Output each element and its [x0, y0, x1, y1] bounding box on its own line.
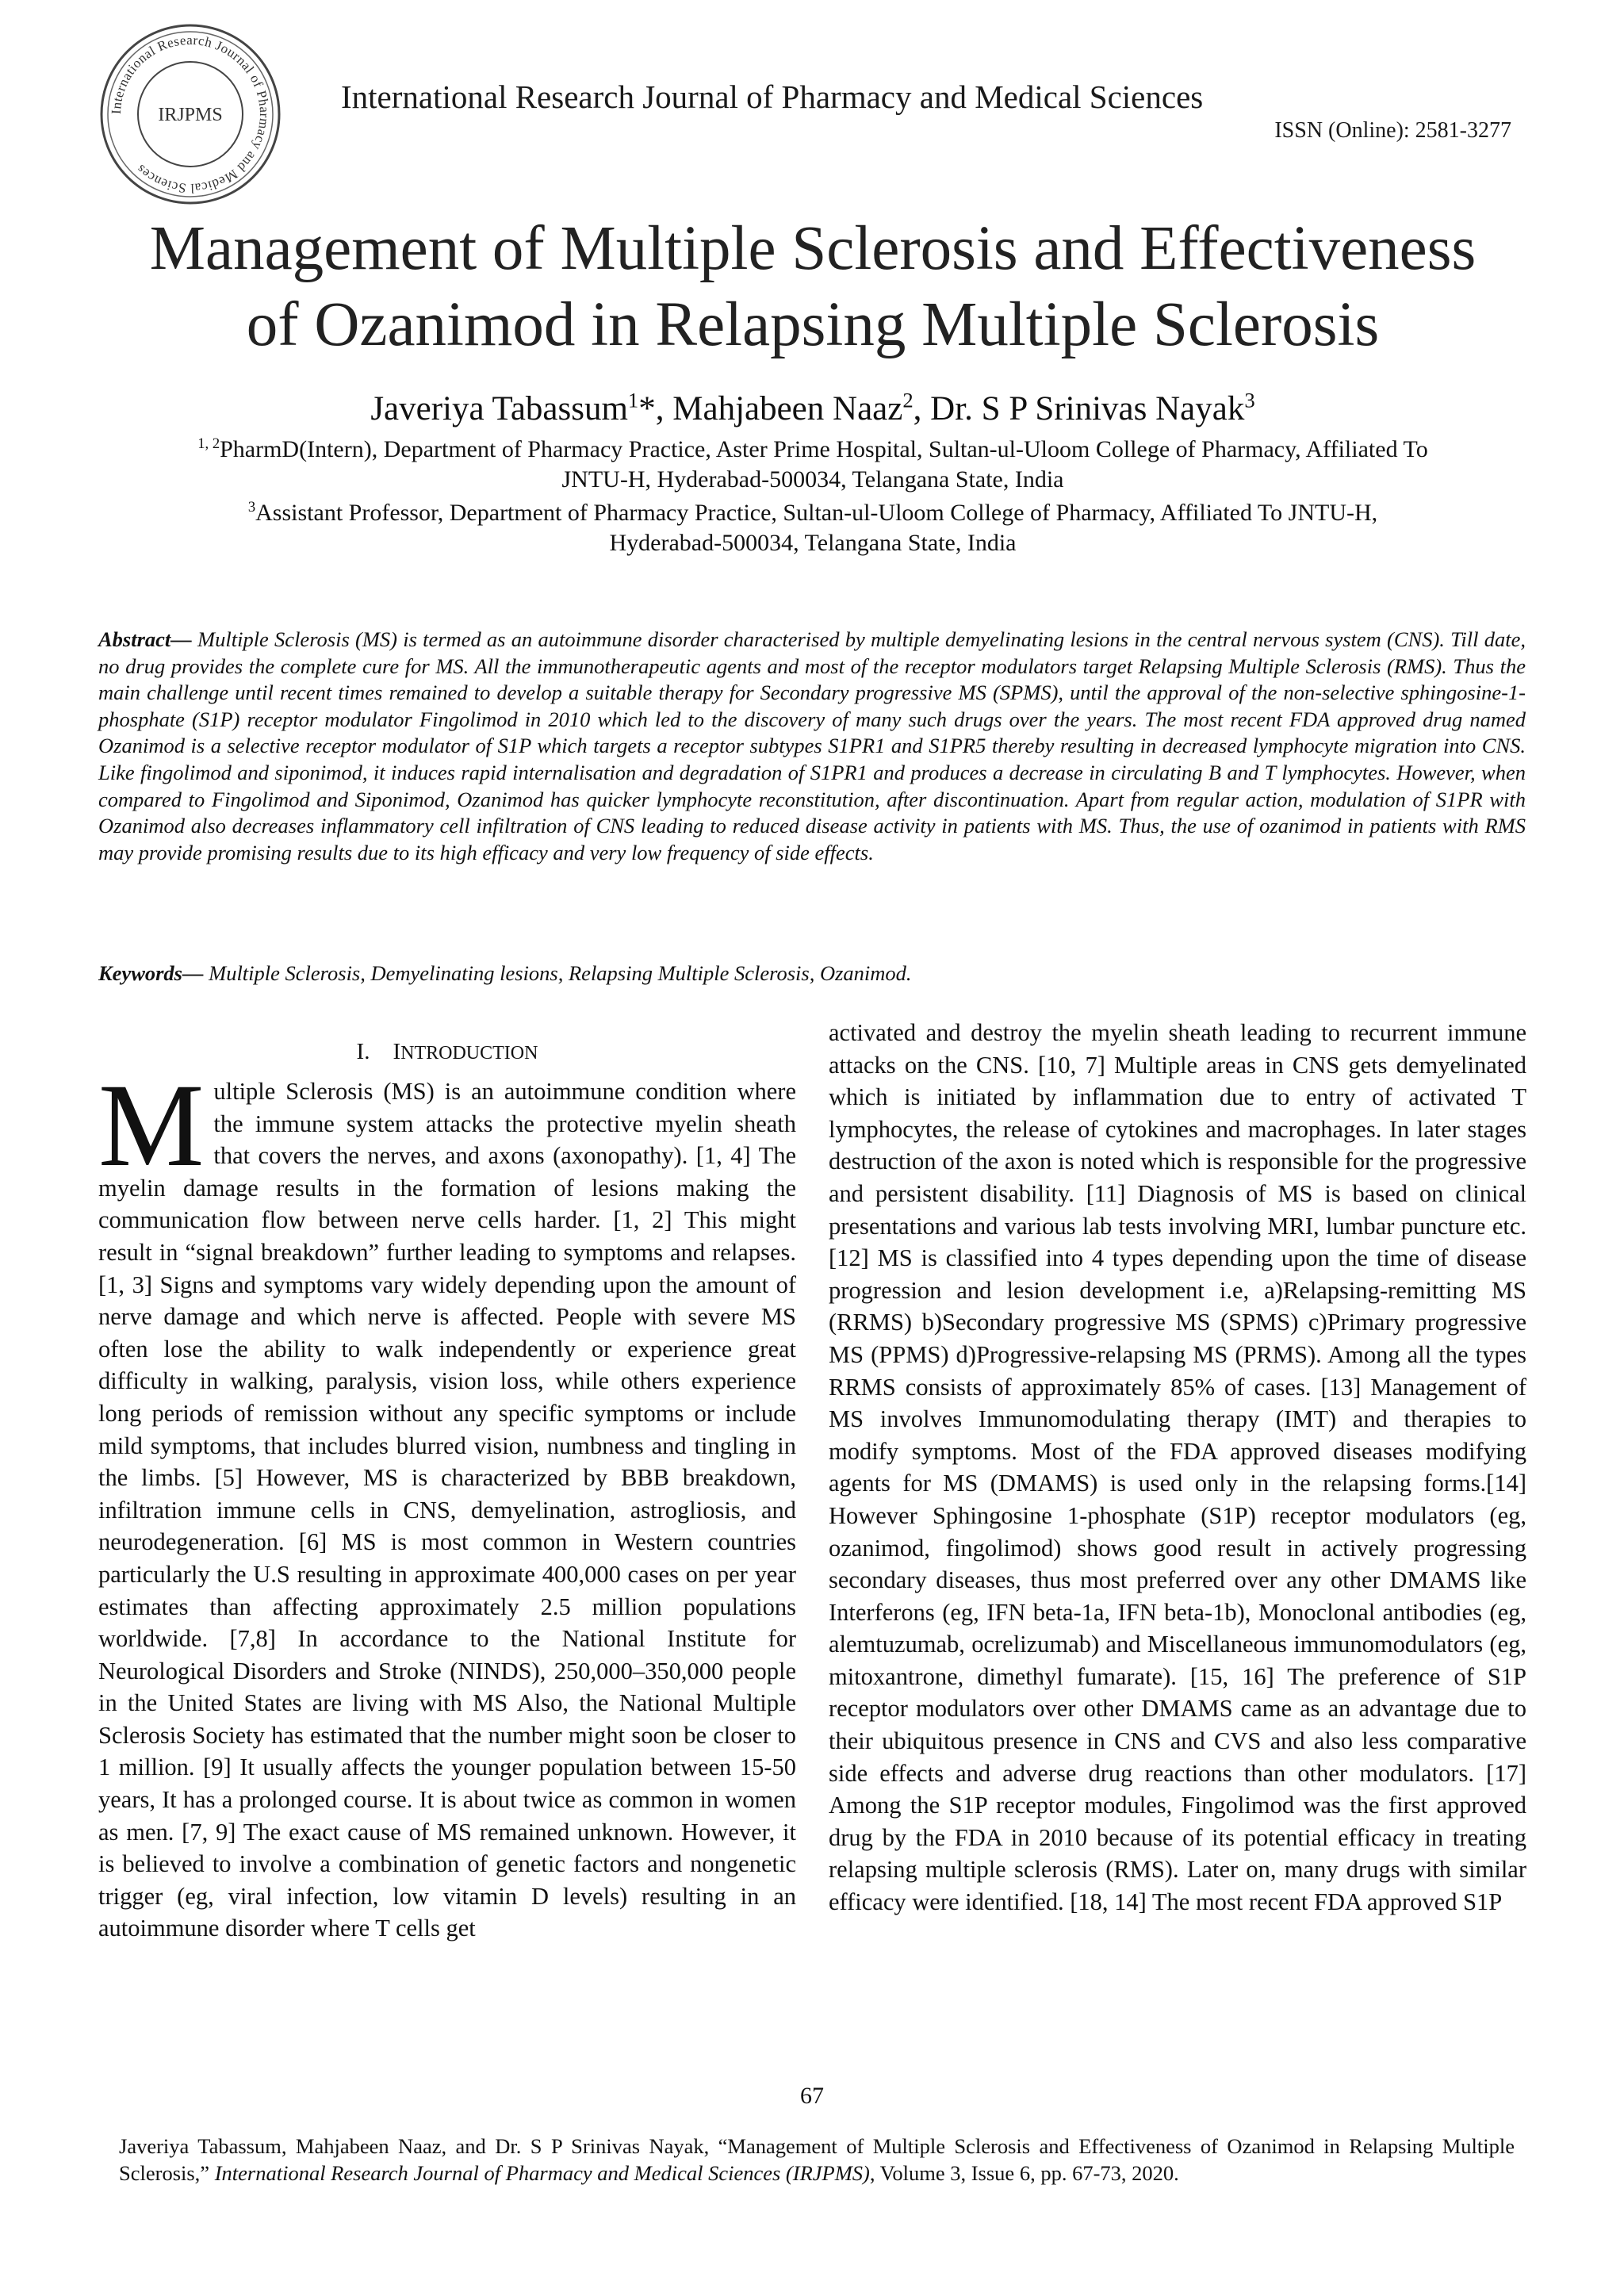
author-3-name: Dr. S P Srinivas Nayak — [930, 390, 1245, 427]
citation-pre: Javeriya Tabassum, Mahjabeen Naaz, and Dr. S P Srinivas Nayak, “Management of Multiple Sclerosis and Effectiveness of Ozanimod in Relapsing Multiple Sclerosis,” — [119, 2134, 1515, 2185]
keywords — [98, 960, 1526, 987]
journal-seal-icon — [95, 19, 285, 209]
intro-text-left: ultiple Sclerosis (MS) is an autoimmune condition where the immune system attacks the protective myelin sheath that covers the nerves, and axons (axonopathy). [1, 4] The myelin damage results in the formation of lesions making the communication flow between nerve cells harder. [1, 2] This might result in “signal breakdown” further leading to symptoms and relapses. [1, 3] Signs and symptoms vary widely depending upon the amount of nerve damage and which nerve is affected. People with severe MS often lose the ability to walk independently or experience great difficulty in walking, paralysis, vision loss, while others experience long periods of remission without any specific symptoms or include mild symptoms, that includes blurred vision, numbness and tingling in the limbs. [5] However, MS is characterized by BBB breakdown, infiltration immune cells in CNS, demyelination, astrogliosis, and neurodegeneration. [6] MS is most common in Western countries particularly the U.S resulting in approximate 400,000 cases on per year estimates than affecting approximately 2.5 million populations worldwide. [7,8] In accordance to the National Institute for Neurological Disorders and Stroke (NINDS), 250,000–350,000 people in the United States are living with MS Also, the National Multiple Sclerosis Society has estimated that the number might soon be closer to 1 million. [9] It usually affects the younger population between 15-50 years, It has a prolonged course. It is about twice as common in women as men. [7, 9] The exact cause of MS remained unknown. However, it is believed to involve a combination of genetic factors and nongenetic trigger (eg, viral infection, low vitamin D levels) resulting in an autoimmune disorder where T cells get — [98, 1078, 796, 1942]
affiliation-1-sup: 1, 2 — [197, 435, 220, 452]
citation-post: , Volume 3, Issue 6, pp. 67-73, 2020. — [869, 2160, 1179, 2185]
affiliation-1 — [79, 435, 1546, 495]
affiliation-2-sup: 3 — [247, 499, 256, 516]
intro-text-right: activated and destroy the myelin sheath leading to recurrent immune attacks on the CNS. [10, 7] Multiple areas in CNS gets demyelinated which is initiated by inflammation due to entry of activated T lymphocytes, the release of cytokines and macrophages. In later stages destruction of the axon is noted which is responsible for the progressive and persistent disability. [11] Diagnosis of MS is based on clinical presentations and various lab tests involving MRI, lumbar puncture etc. [12] MS is classified into 4 types depending upon the time of disease progression and lesion development i.e, a)Relapsing-remitting MS (RRMS) b)Secondary progressive MS (SPMS) c)Primary progressive MS (PPMS) d)Progressive-relapsing MS (PRMS). Among all the types RRMS consists of approximately 85% of cases. [13] Management of MS involves Immunomodulating therapy (IMT) and therapies to modify symptoms. Most of the FDA approved diseases modifying agents for MS (DMAMS) is used only in the relapsing forms.[14] However Sphingosine 1-phosphate (S1P) receptor modulators (eg, ozanimod, fingolimod) shows good result in actively progressing secondary diseases, thus most preferred over any other DMAMS like Interferons (eg, IFN beta-1a, IFN beta-1b), Monoclonal antibodies (eg, alemtuzumab, ocrelizumab) and Miscellaneous immunomodulators (eg, mitoxantrone, dimethyl fumarate). [15, 16] The preference of S1P receptor modulators over other DMAMS came as an advantage due to their ubiquitous presence in CNS and CVS and also less comparative side effects and adverse drug reactions than other modulators. [17] Among the S1P receptor modules, Fingolimod was the first approved drug by the FDA in 2010 because of its potential efficacy in treating relapsing multiple sclerosis (RMS). Later on, many drugs with similar efficacy were identified. [18, 14] The most recent FDA approved S1P — [829, 1019, 1526, 1916]
title-line-2: of Ozanimod in Relapsing Multiple Sclerosis — [246, 290, 1380, 359]
keywords-label: Keywords— — [98, 961, 204, 985]
drop-cap: M — [98, 1060, 205, 1191]
keywords-text: Multiple Sclerosis, Demyelinating lesions, Relapsing Multiple Sclerosis, Ozanimod. — [203, 961, 912, 985]
logo-ring-text: International Research Journal of Pharmacy and Medical Sciences — [108, 32, 273, 197]
author-3-sup: 3 — [1244, 388, 1255, 412]
authors — [79, 389, 1546, 430]
abstract-text: Multiple Sclerosis (MS) is termed as an autoimmune disorder characterised by multiple demyelinating lesions in the central nervous system (CNS). Till date, no drug provides the complete cure for MS. All the immunotherapeutic agents and most of the receptor modulators target Relapsing Multiple Sclerosis (RMS). Thus the main challenge until recent times remained to develop a suitable therapy for Secondary progressive MS (SPMS), until the approval of the non-selective sphingosine-1-phosphate (S1P) receptor modulator Fingolimod in 2010 which led to the discovery of many such drugs over the years. The most recent FDA approved drug named Ozanimod is a selective receptor modulator of S1P which targets a receptor subtypes S1PR1 and S1PR5 thereby resulting in decreased lymphocyte migration into CNS. Like fingolimod and siponimod, it induces rapid internalisation and degradation of S1PR1 and produces a decrease in circulating B and T lymphocytes. However, when compared to Fingolimod and Siponimod, Ozanimod has quicker lymphocyte reconstitution, after discontinuation. Apart from regular action, modulation of S1PR with Ozanimod also decreases inflammatory cell infiltration of CNS leading to reduced disease activity in patients with MS. Thus, the use of ozanimod in patients with RMS may provide promising results due to its high efficacy and very low frequency of side effects. — [98, 627, 1526, 864]
left-column — [98, 1006, 796, 1945]
section-heading-initial: I — [393, 1039, 401, 1064]
affiliation-2-line-2: Hyderabad-500034, Telangana State, India — [609, 530, 1017, 556]
page-number: 67 — [800, 2083, 824, 2109]
affiliation-2-line-1: Assistant Professor, Department of Pharmacy Practice, Sultan-ul-Uloom College of Pharmacy, Affiliated To JNTU-H, — [255, 500, 1378, 526]
logo-text: IRJPMS — [158, 105, 223, 125]
affiliation-1-line-2: JNTU-H, Hyderabad-500034, Telangana State, India — [561, 466, 1064, 493]
paper-title — [79, 211, 1546, 363]
abstract — [98, 627, 1526, 866]
author-1-name: Javeriya Tabassum — [370, 390, 628, 427]
intro-paragraph-left — [98, 1060, 796, 1945]
author-1-suffix: *, — [638, 390, 673, 427]
affiliation-2 — [79, 498, 1546, 558]
citation — [119, 2133, 1515, 2187]
author-1-sup: 1 — [627, 388, 639, 412]
author-2-sup: 2 — [902, 388, 914, 412]
affiliation-1-line-1: PharmD(Intern), Department of Pharmacy Practice, Aster Prime Hospital, Sultan-ul-Uloom College of Pharmacy, Affiliated To — [220, 436, 1428, 462]
section-numeral: I. — [356, 1039, 370, 1064]
journal-name: International Research Journal of Pharmacy and Medical Sciences — [341, 79, 1204, 115]
title-line-1: Management of Multiple Sclerosis and Effectiveness — [149, 214, 1477, 283]
issn: ISSN (Online): 2581-3277 — [1274, 118, 1511, 143]
citation-journal: International Research Journal of Pharmacy and Medical Sciences (IRJPMS) — [214, 2160, 870, 2185]
author-2-name: Mahjabeen Naaz — [672, 390, 903, 427]
author-2-suffix: , — [913, 390, 931, 427]
right-column — [829, 1017, 1526, 1918]
section-heading-rest: NTRODUCTION — [400, 1043, 538, 1064]
journal-logo — [95, 19, 285, 209]
abstract-label: Abstract— — [98, 627, 192, 651]
